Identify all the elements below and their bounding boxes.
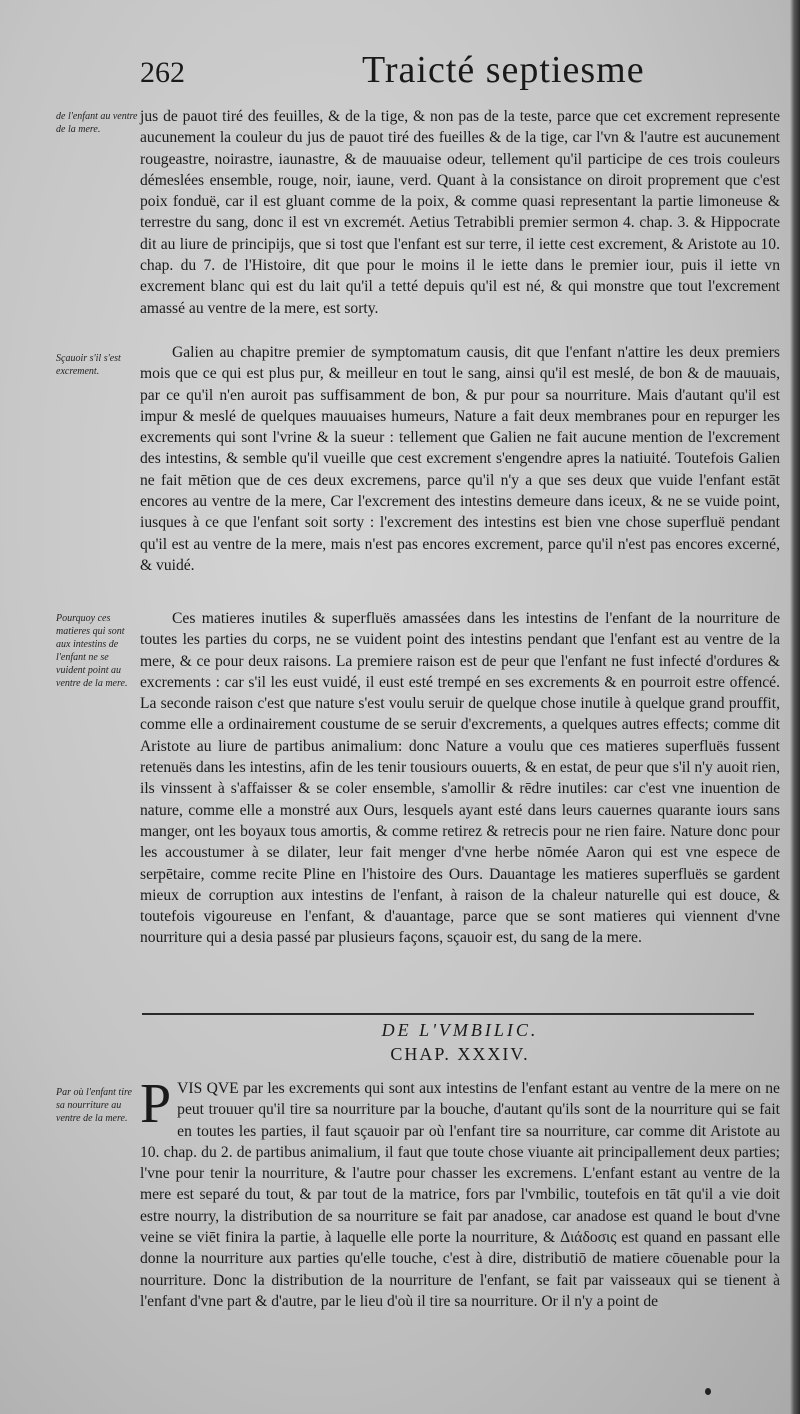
- ink-speck: [705, 1388, 711, 1395]
- page-header: [140, 48, 790, 98]
- paragraph-1: jus de pauot tiré des feuilles, & de la tige, & non pas de la teste, parce que cet excrement represente aucunement la couleur du jus de pauot tiré des fueilles & de la tige, car l'vn & l'autre est aucunement rougeastre, noirastre, iaunastre, & de mauuaise odeur, tellement qu'il participe de ces trois couleurs démeslées ensemble, rouge, noir, iaune, verd. Quant à la consistance on diroit proprement que c'est poix fonduë, car il est gluant comme de la poix, & comme quasi representant la partie limoneuse & terrestre du sang, donc il est vn excremét. Aetius Tetrabibli premier sermon 4. chap. 3. & Hippocrate dit au liure de principijs, que si tost que l'enfant est sur terre, il iette cest excrement, & Aristote au 10. chap. du 7. de l'Histoire, dit que pour le moins il le iette dans le premier iour, puis il iette vn excrement blanc qui est du lait qu'il a tetté depuis qu'il est né, & qui monstre que tout l'excrement amassé au ventre de la mere, est sorty.: [140, 108, 780, 317]
- margin-note-3: Pourquoy ces matieres qui sont aux intestins de l'enfant ne se vuident point au ventre de la mere.: [56, 613, 128, 689]
- drop-cap: P: [140, 1073, 172, 1135]
- page-edge-shadow: [790, 0, 800, 1414]
- chapter-title: DE L'VMBILIC.: [381, 1020, 539, 1040]
- opening-small-caps: VIS QVE: [177, 1080, 239, 1097]
- margin-note-1: de l'enfant au ventre de la mere.: [56, 111, 138, 135]
- opening-text: par les excrements qui sont aux intestins de l'enfant estant au ventre de la mere on ne peut trouuer qu'il tire sa nourriture par la bouche, d'autant qu'ils sont de la nourriture qui se fait en toutes les parties, il faut sçauoir par où l'enfant tire sa nourriture, car comme dit Aristote au 10. chap. du 2. de partibus animalium, il faut que toute chose viuante ait principallement deux parties; l'vne pour tenir la nourriture, & l'autre pour chasser les excremens. L'enfant estant au ventre de la mere est separé du tout, & par tout de la matrice, fors par l'vmbilic, toutefois en tāt qu'il a vie doit estre nourry, la distribution de sa nourriture se fait par anadose, car anadose est quand le bout d'vne veine se viēt finira la partie, à laquelle elle porte la nourriture, & Διάδοσις est quand en passant elle donne la nourriture aux parties qu'elle touche, c'est à dire, distributiō de matiere cōuenable pour la nourriture. Donc la distribution de la nourriture de l'enfant, se fait par vaisseaux qui se tienent à l'enfant d'vne part & d'autre, par le lieu d'où il tire sa nourriture. Or il n'y a point de: [140, 1080, 780, 1310]
- chapter-opening-paragraph: [140, 1073, 780, 1312]
- margin-note-4: Par où l'enfant tire sa nourriture au ventre de la mere.: [56, 1087, 132, 1124]
- running-title: Traicté septiesme: [362, 49, 645, 91]
- page-number: 262: [140, 56, 185, 89]
- chapter-number: CHAP. XXXIV.: [390, 1044, 530, 1064]
- paragraph-3: Ces matieres inutiles & superfluës amassées dans les intestins de l'enfant de la nourriture de toutes les parties du corps, ne se vuident point des intestins pendant que l'enfant est au ventre de la mere, & ce pour deux raisons. La premiere raison est de peur que l'enfant ne fust infecté d'ordures & excrements : car s'il les eust vuidé, il eust esté trempé en ses excrements & en pourroit estre offencé. La seconde raison c'est que nature s'est voulu seruir de quelque chose inutile à quelque grand prouffit, comme elle a ordinairement coustume de se seruir d'excrements, a quelques autres effects; comme dit Aristote au liure de partibus animalium: donc Nature a voulu que ces matieres superfluës fussent retenuës dans les intestins, afin de les tenir tousiours ouuerts, & en estat, de peur que s'il n'y auoit rien, ils vinssent à s'affaisser & se coler ensemble, s'amollir & rēdre inutiles: car c'est vne inuention de nature, comme elle a monstré aux Ours, lesquels ayant esté dans leurs cauernes quarante iours sans manger, ont les boyaux tous amortis, & comme retirez & retrecis pour ne rien faire. Nature donc pour les accoustumer à se dilater, leur fait menger d'vne herbe nōmée Aaron qui est vne espece de serpētaire, comme recite Pline en l'histoire des Ours. Dauantage les matieres superfluës se gardent mieux de corruption aux intestins de l'enfant, à raison de la chaleur naturelle qui est douce, & toutefois vigoureuse en l'enfant, & d'auantage, parce que se sont matieres qui viennent d'vne nourriture qui a desia passé par plusieurs façons, sçauoir est, du sang de la mere.: [140, 610, 780, 947]
- paragraph-2: Galien au chapitre premier de symptomatum causis, dit que l'enfant n'attire les deux premiers mois que ce qui est plus pur, & meilleur en tout le sang, ainsi qu'il est meslé, de bon & de mauuais, par ce qu'il n'en auroit pas suffisamment de bon, & pur pour sa nourriture. Mais d'autant qu'il est impur & meslé de quelques mauuaises humeurs, Nature a fait deux membranes pour en repurger les excrements qui sont l'vrine & la sueur : tellement que Galien ne fait aucune mention de l'excrement des intestins, & semble qu'il vueille que cest excrement s'engendre apres la natiuité. Toutefois Galien ne fait mētion que de ces deux excremens, parce qu'il n'y a que ses deux que vuide l'enfant estāt encores au ventre de la mere, Car l'excrement des intestins demeure dans iceux, & ne se vuide point, iusques à ce que l'enfant soit sorty : l'excrement des intestins est bien vne chose superfluë pendant qu'il est au ventre de la mere, mais n'est pas encores excrement, parce qu'il n'est pas encores excerné, & vuidé.: [140, 344, 780, 574]
- section-divider: [142, 1013, 754, 1015]
- margin-note-2: Sçauoir s'il s'est excrement.: [56, 353, 121, 377]
